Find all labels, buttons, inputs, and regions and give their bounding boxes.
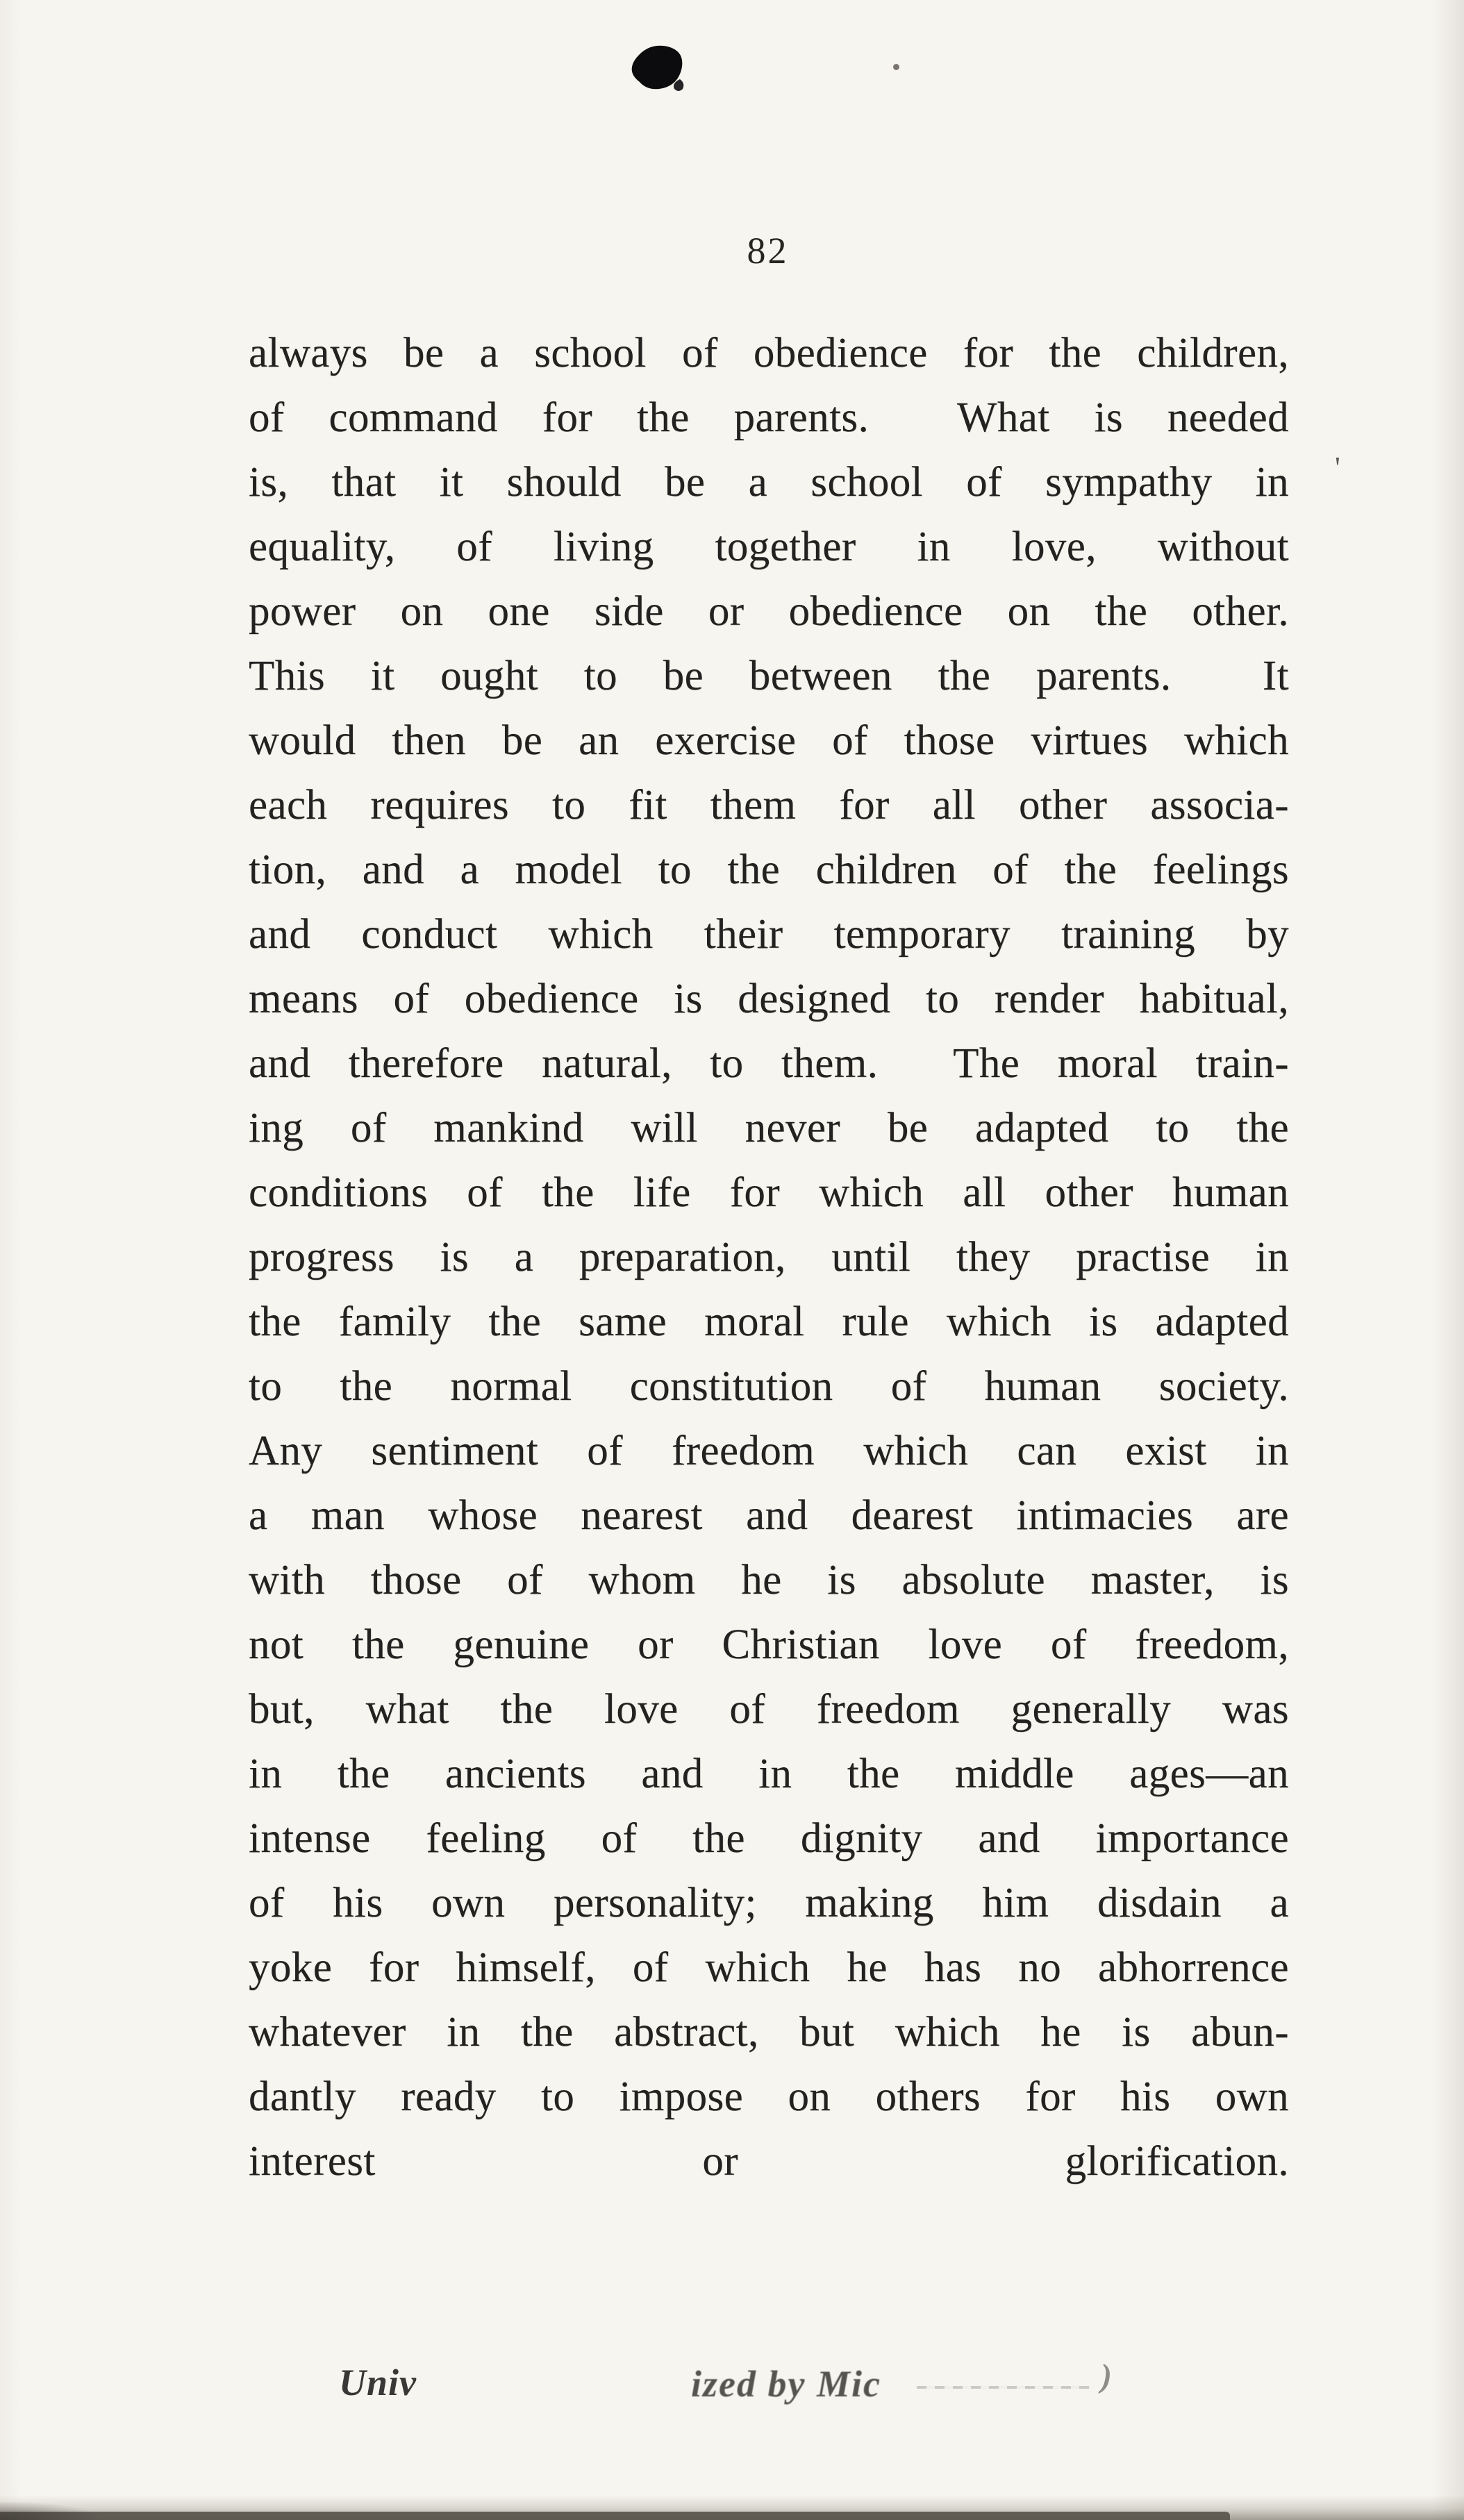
text-line: dantly ready to impose on others for his own xyxy=(249,2073,1289,2120)
text-line: interest or glorification. xyxy=(249,2138,1289,2185)
text-line: and therefore natural, to them. The moral train- xyxy=(249,1040,1289,1087)
watermark-center-fragment: ized by Mic xyxy=(691,2363,881,2405)
text-line: Any sentiment of freedom which can exist in xyxy=(249,1428,1289,1474)
stray-apostrophe-mark: ' xyxy=(1335,451,1340,485)
text-line: the family the same moral rule which is adapted xyxy=(249,1299,1289,1345)
text-line: ing of mankind will never be adapted to the xyxy=(249,1105,1289,1151)
dust-speck xyxy=(893,64,899,70)
text-line: and conduct which their temporary training by xyxy=(249,911,1289,958)
scan-corner-shade xyxy=(0,2502,97,2520)
watermark-left-fragment: Univ xyxy=(339,2362,417,2403)
scan-bottom-edge xyxy=(0,2512,1230,2520)
text-line: always be a school of obedience for the children, xyxy=(249,330,1289,376)
text-line: yoke for himself, of which he has no abhorrence xyxy=(249,1944,1289,1991)
text-line: but, what the love of freedom generally was xyxy=(249,1686,1289,1733)
text-line: tion, and a model to the children of the feelings xyxy=(249,846,1289,893)
text-line: of command for the parents. What is needed xyxy=(249,394,1289,441)
text-line: means of obedience is designed to render habitual, xyxy=(249,976,1289,1022)
text-line: equality, of living together in love, without xyxy=(249,524,1289,570)
ink-blot-mark xyxy=(622,40,698,100)
page-number: 82 xyxy=(747,230,789,272)
text-line: would then be an exercise of those virtues which xyxy=(249,717,1289,764)
scan-watermark xyxy=(0,2358,1464,2417)
text-line: progress is a preparation, until they practise in xyxy=(249,1234,1289,1280)
text-line: conditions of the life for which all other human xyxy=(249,1169,1289,1216)
text-line: power on one side or obedience on the other. xyxy=(249,588,1289,635)
text-line: in the ancients and in the middle ages—an xyxy=(249,1751,1289,1797)
text-line: is, that it should be a school of sympathy in xyxy=(249,459,1289,506)
text-line: with those of whom he is absolute master, is xyxy=(249,1557,1289,1603)
text-line: intense feeling of the dignity and importance xyxy=(249,1815,1289,1862)
watermark-right-fragment: ) xyxy=(1101,2358,1112,2394)
text-line: whatever in the abstract, but which he is abun- xyxy=(249,2009,1289,2055)
text-line: not the genuine or Christian love of freedom, xyxy=(249,1621,1289,1668)
text-line: to the normal constitution of human society. xyxy=(249,1363,1289,1410)
watermark-faded-squiggle xyxy=(917,2386,1090,2389)
text-line: This it ought to be between the parents. It xyxy=(249,653,1289,699)
text-line: of his own personality; making him disdain a xyxy=(249,1880,1289,1926)
body-text xyxy=(249,321,1289,2194)
text-line: a man whose nearest and dearest intimacies are xyxy=(249,1492,1289,1539)
text-line: each requires to fit them for all other associa- xyxy=(249,782,1289,828)
